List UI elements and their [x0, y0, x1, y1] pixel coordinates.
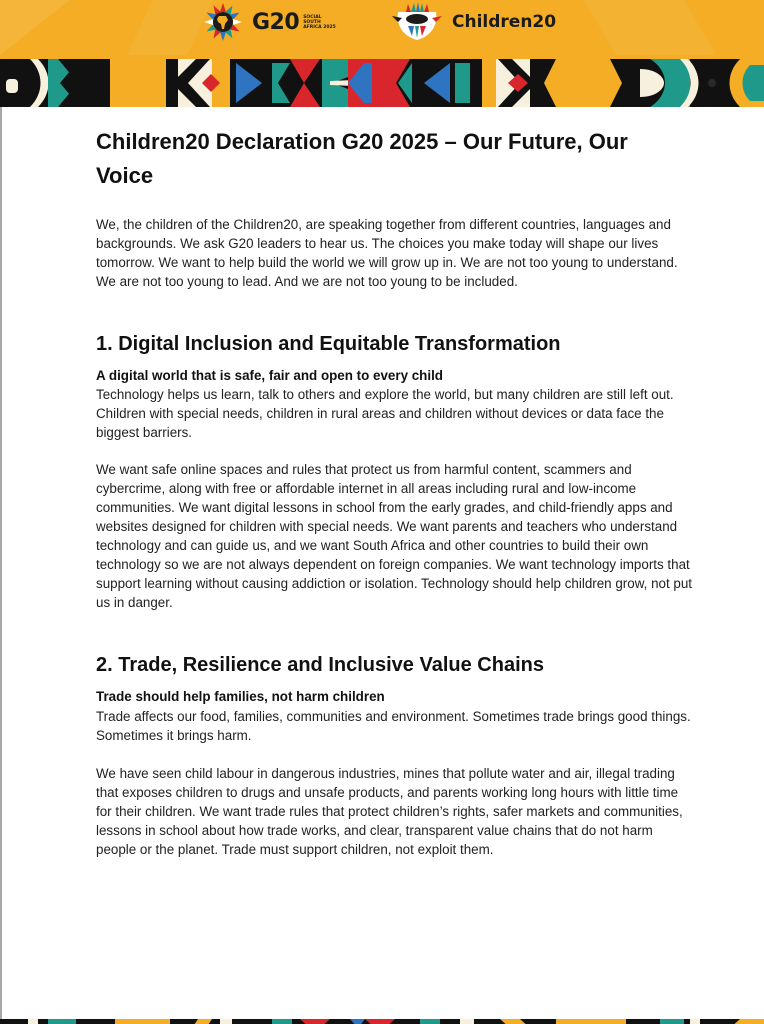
decorative-pattern-footer [0, 1015, 764, 1024]
section-heading: 1. Digital Inclusion and Equitable Transformation [96, 333, 561, 355]
g20-logo [200, 2, 336, 42]
children20-label: Children20 [452, 12, 557, 32]
section-paragraph: We want safe online spaces and rules that protect us from harmful content, scammers and cybercrime, along with free or affordable internet in all areas including rural and low-income communities. We want digital lessons in school from the early grades, and child-friendly apps and websites designed for children with special needs. We want parents and teachers who understand technology and can guide us, and we want South Africa and other countries to build their own technology so we are not always dependent on foreign companies. We want technology imports that support learning without causing addiction or isolation. Technology should help children grow, not put us in danger. [96, 462, 693, 610]
g20-subtitle-line: SOUTH [303, 19, 321, 25]
g20-subtitle-line: AFRICA 2025 [303, 24, 336, 30]
children20-emblem-icon [388, 2, 446, 42]
header-banner [0, 0, 764, 55]
section-heading: 2. Trade, Resilience and Inclusive Value Chains [96, 654, 544, 676]
section-paragraph: Technology helps us learn, talk to others and explore the world, but many children are still left out. Children with special needs, children in rural areas and children without devices or data face the biggest barriers. [96, 387, 674, 440]
section-paragraph: We have seen child labour in dangerous industries, mines that pollute water and air, illegal trading that exposes children to drugs and unsafe products, and parents working long hours with little time for their children. We want trade rules that protect children’s rights, safer markets and communities, lessons in school about how trade works, and clear, transparent value chains that do not harm people or the planet. Trade must support children, not exploit them. [96, 766, 683, 857]
children20-logo [388, 2, 556, 42]
section-subheading: Trade should help families, not harm children [96, 689, 385, 704]
ndebele-pattern-icon [0, 1019, 764, 1024]
banner-shade [584, 0, 716, 55]
ndebele-pattern-icon [0, 55, 764, 107]
section-paragraph: Trade affects our food, families, communities and environment. Sometimes trade brings good things. Sometimes it brings harm. [96, 709, 691, 743]
decorative-pattern-band [0, 55, 764, 107]
g20-subtitle [303, 15, 336, 30]
document-title: Children20 Declaration G20 2025 – Our Future, Our Voice [96, 129, 628, 188]
g20-africa-emblem-icon [200, 2, 246, 42]
g20-subtitle-line: SOCIAL [303, 14, 322, 20]
banner-shade [0, 0, 70, 55]
section-subheading: A digital world that is safe, fair and open to every child [96, 368, 443, 383]
page-edge [0, 0, 2, 1024]
intro-paragraph: We, the children of the Children20, are speaking together from different countries, languages and backgrounds. We ask G20 leaders to hear us. The choices you make today will shape our lives tomorrow. We want to help build the world we will grow up in. We are not too young to understand. We are not too young to lead. And we are not too young to be included. [96, 217, 678, 289]
g20-label: G20 [252, 9, 300, 35]
